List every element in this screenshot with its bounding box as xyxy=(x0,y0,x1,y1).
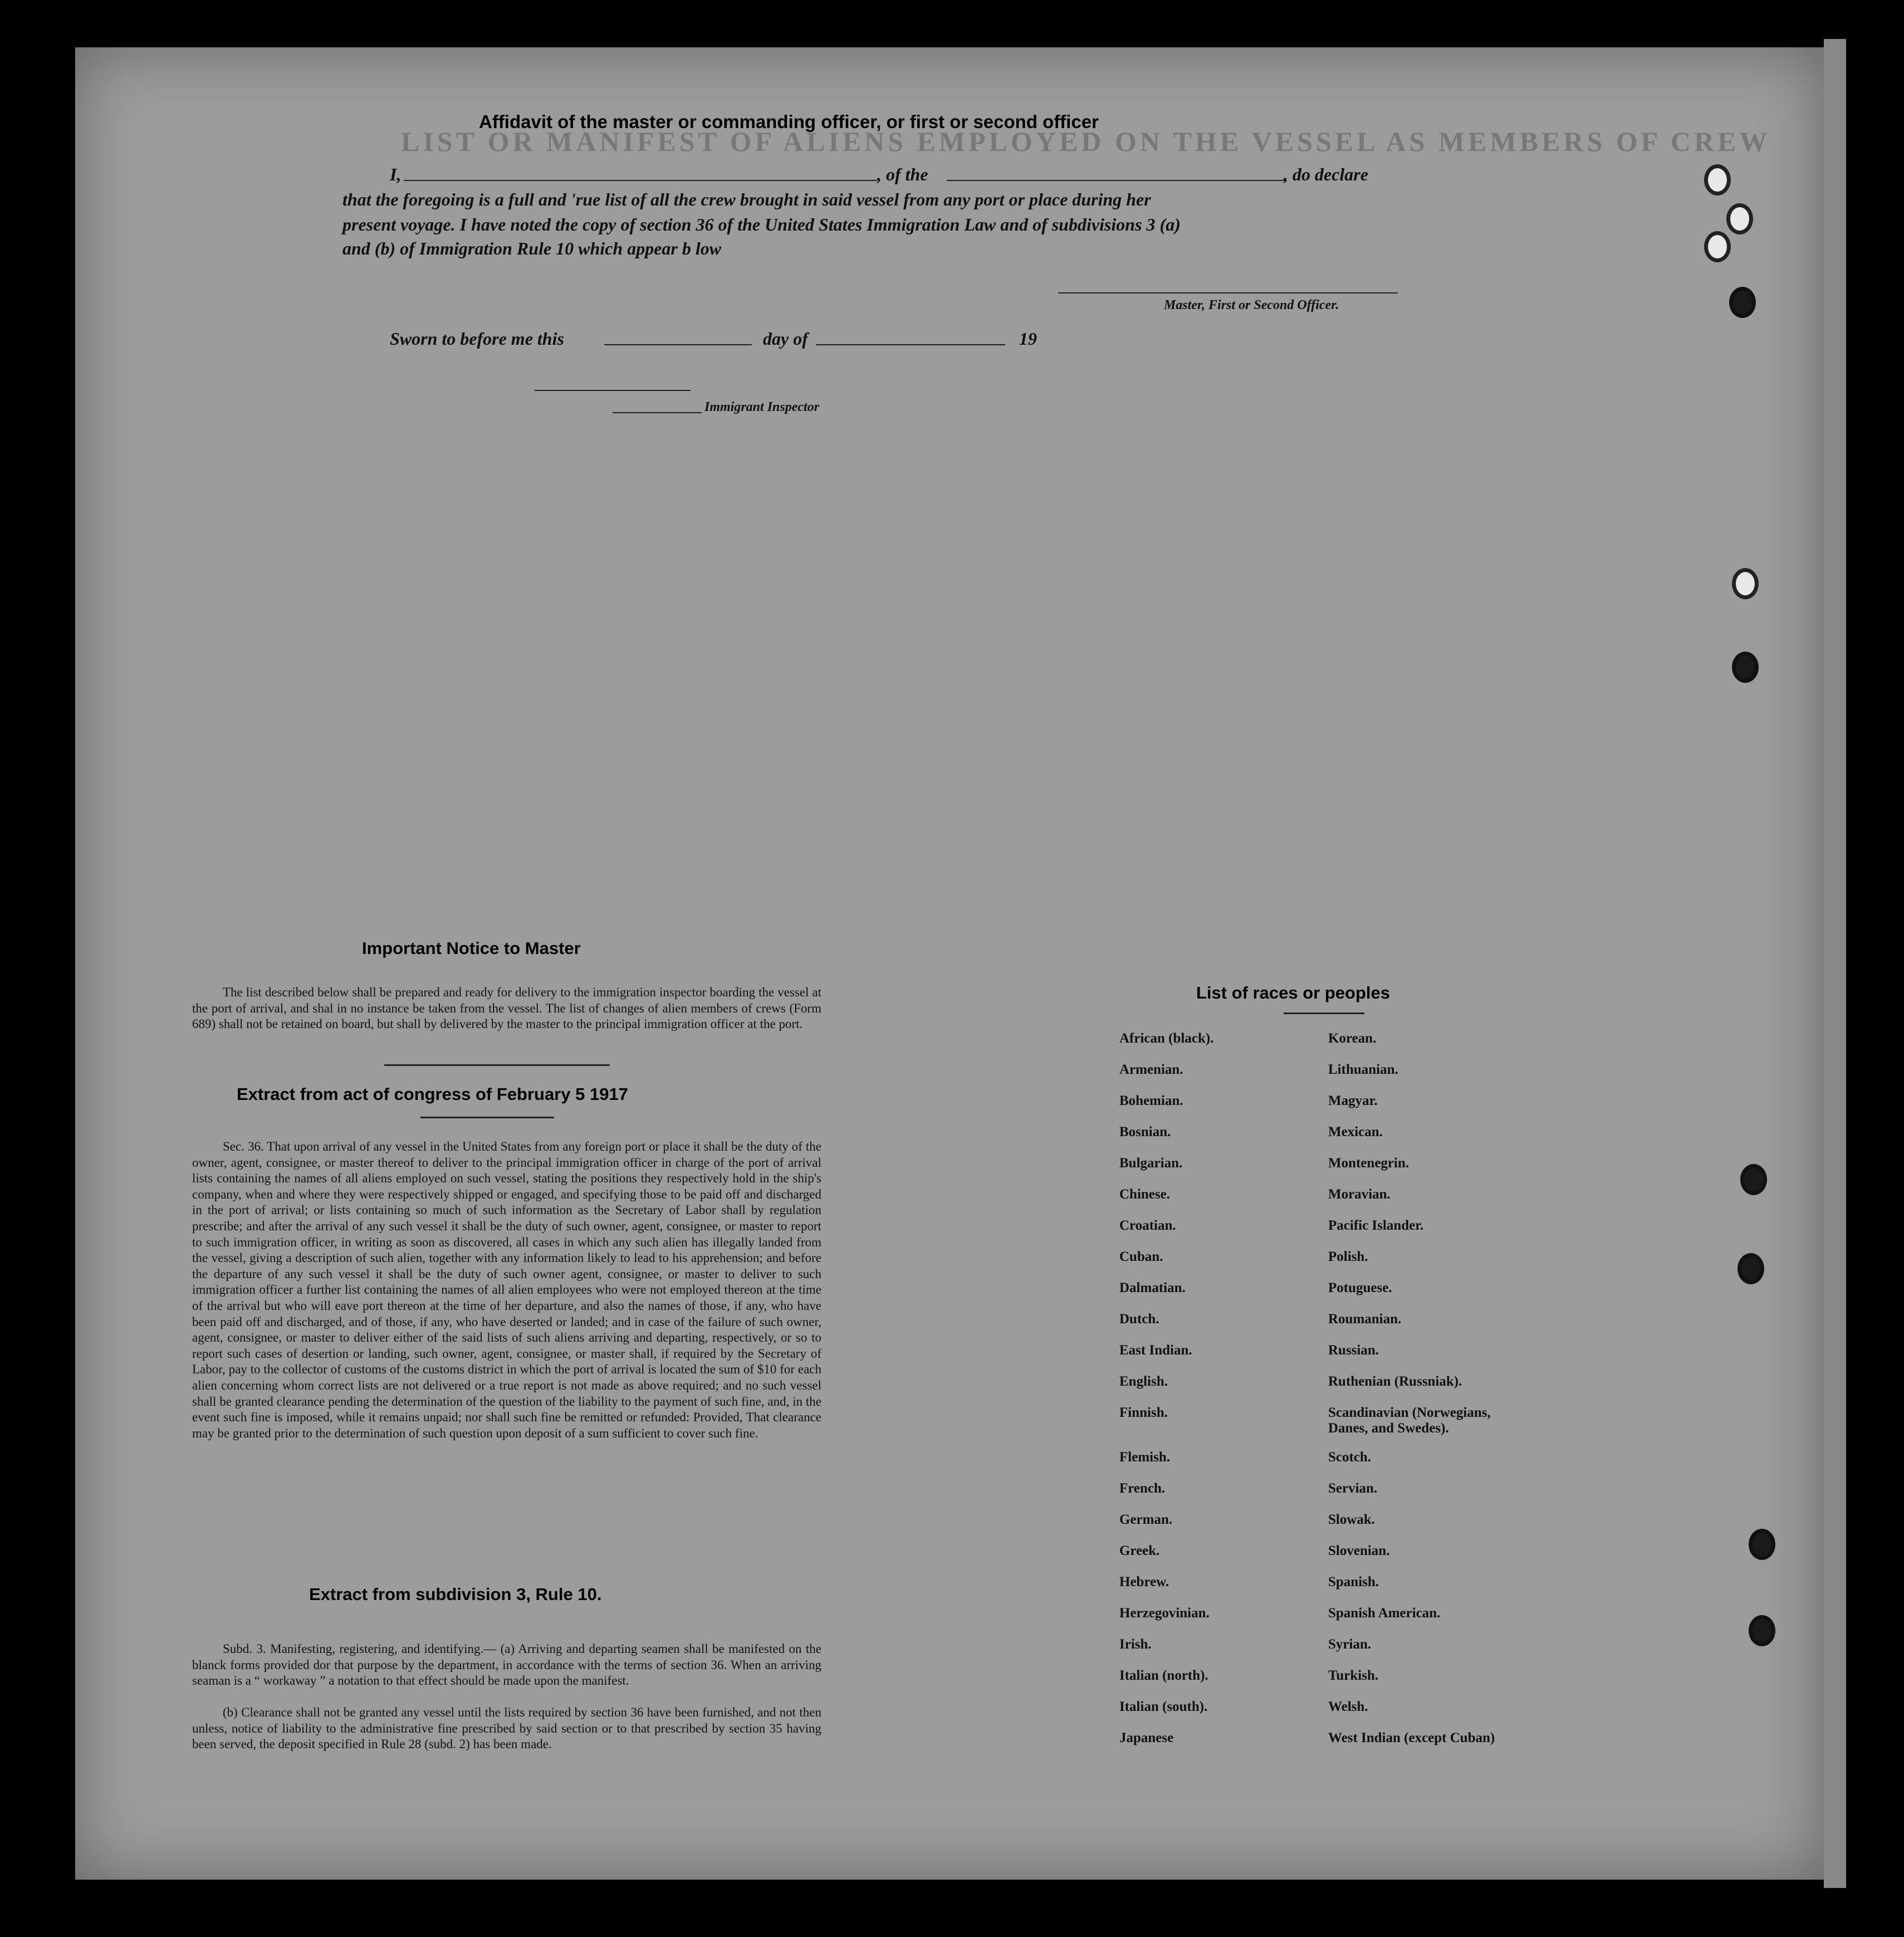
races-heading: List of races or peoples xyxy=(1196,983,1390,1002)
races-divider xyxy=(1284,1012,1364,1014)
notice-divider xyxy=(384,1064,610,1066)
race-left-item: Bohemian. xyxy=(1119,1093,1183,1108)
affidavit-line1-mid: , of the xyxy=(877,164,928,184)
signature-line xyxy=(1058,292,1398,294)
sworn-month-line xyxy=(816,344,1005,345)
signature-label: Master, First or Second Officer. xyxy=(1164,298,1339,312)
race-right-item: Korean. xyxy=(1328,1031,1377,1046)
race-right-item: Ruthenian (Russniak). xyxy=(1328,1374,1462,1389)
page-edge xyxy=(1824,39,1846,1888)
binder-hole-icon xyxy=(1726,203,1753,234)
binder-hole-icon xyxy=(1749,1615,1775,1646)
race-right-item: Scotch. xyxy=(1328,1450,1372,1465)
race-right-item: Spanish American. xyxy=(1328,1606,1441,1621)
race-left-item: Chinese. xyxy=(1119,1187,1170,1202)
race-right-item: Moravian. xyxy=(1328,1187,1391,1202)
binder-hole-icon xyxy=(1732,652,1759,683)
affidavit-line4: and (b) of Immigration Rule 10 which appear b low xyxy=(342,238,722,258)
race-left-item: English. xyxy=(1119,1374,1168,1389)
race-right-item: Syrian. xyxy=(1328,1637,1372,1652)
race-left-item: French. xyxy=(1119,1481,1166,1496)
race-right-item: Potuguese. xyxy=(1328,1280,1392,1295)
race-right-item: Montenegrin. xyxy=(1328,1156,1409,1171)
extract-rule-para-a: Subd. 3. Manifesting, registering, and identifying.— (a) Arriving and departing seamen shall be manifested on the blanck forms provided dor that purpose by the department, in accordance with the terms of section 36. When an arriving seaman is a “ workaway ” a notation to that effect should be made upon the manifest. xyxy=(192,1642,821,1688)
race-left-item: Armenian. xyxy=(1119,1062,1183,1077)
race-left-item: Cuban. xyxy=(1119,1249,1163,1264)
binder-hole-icon xyxy=(1749,1529,1775,1560)
binder-hole-icon xyxy=(1704,164,1731,195)
race-left-item: Italian (north). xyxy=(1119,1668,1208,1683)
race-left-item: East Indian. xyxy=(1119,1343,1192,1358)
race-left-item: Bulgarian. xyxy=(1119,1156,1183,1171)
inspector-line xyxy=(535,390,691,391)
race-right-item: Slowak. xyxy=(1328,1512,1376,1527)
binder-hole-icon xyxy=(1732,568,1759,599)
race-left-item: African (black). xyxy=(1119,1031,1214,1046)
affidavit-line1-start: I, xyxy=(390,164,402,184)
race-left-item: Herzegovinian. xyxy=(1119,1606,1210,1621)
sworn-start: Sworn to before me this xyxy=(390,329,564,349)
affidavit-line2: that the foregoing is a full and 'rue list of all the crew brought in said vessel from any port or place during her xyxy=(342,189,1151,209)
extract-act-text: Sec. 36. That upon arrival of any vessel in the United States from any foreign port or place it shall be the duty of the owner, agent, consignee, or master thereof to deliver to the principal immigration officer in charge of the port of arrival lists containing the names of all aliens employed on such vessel, stating the positions they respectively hold in the ship's company, when and where they were respectively shipped or engaged, and specifying those to be paid off and discharged in the port of arrival; or lists containing so much of such information as the Secretary of Labor shall by regulation prescribe; and after the arrival of any such vessel it shall be the duty of such owner, agent, consignee, or master to report to such immigration officer, in writing as soon as discovered, all cases in which any such alien has illegally landed from the vessel, giving a description of such alien, together with any information likely to lead to his apprehension; and before the departure of any such vessel it shall be the duty of such owner agent, consignee, or master to deliver to such immigration officer a further list containing the names of all alien employees who were not employed thereon at the time of the arrival but who will eave port thereon at the time of her departure, and also the names of those, if any, who have been paid off and discharged, and of those, if any, who have deserted or landed; and in case of the failure of such owner, agent, consignee, or master to deliver either of the said lists of such aliens arriving and departing, respectively, or so to report such cases of desertion or landing, such owner, agent, consignee, or master shall, if required by the Secretary of Labor, pay to the collector of customs of the customs district in which the port of arrival is located the sum of $10 for each alien concerning whom correct lists are not delivered or a true report is not made as above required; and no such vessel shall be granted clearance pending the determination of the question of the liability to the payment of such fine, and, in the event such fine is imposed, while it remains unpaid; nor shall such fine be remitted or refunded: Provided, That clearance may be granted prior to the determination of such question upon deposit of a sum sufficient to cover such fine. xyxy=(192,1139,821,1440)
sworn-end: 19 xyxy=(1019,329,1037,349)
race-left-item: Italian (south). xyxy=(1119,1699,1208,1714)
race-right-item: Pacific Islander. xyxy=(1328,1218,1424,1233)
race-right-item: Slovenian. xyxy=(1328,1543,1390,1558)
race-right-item: Polish. xyxy=(1328,1249,1368,1264)
inspector-label: Immigrant Inspector xyxy=(704,400,820,414)
binder-hole-icon xyxy=(1740,1164,1767,1195)
race-left-item: Irish. xyxy=(1119,1637,1152,1652)
binder-hole-icon xyxy=(1737,1253,1764,1284)
document-page xyxy=(75,47,1824,1880)
notice-text: The list described below shall be prepared and ready for delivery to the immigration inspector boarding the vessel at the port of arrival, and shal in no instance be taken from the vessel. The list of changes of alien members of crews (Form 689) shall not be retained on board, but shall by delivered by the master to the principal immigration officer at the port. xyxy=(192,985,821,1031)
extract-rule-para-b: (b) Clearance shall not be granted any vessel until the lists required by section 36 have been furnished, and not then unless, notice of liability to the administrative fine prescribed by said section or to that prescribed by section 35 having been served, the deposit specified in Rule 28 (subd. 2) has been made. xyxy=(192,1705,821,1752)
binder-hole-icon xyxy=(1704,231,1731,262)
race-right-item: Magyar. xyxy=(1328,1093,1378,1108)
race-right-item: Lithuanian. xyxy=(1328,1062,1398,1077)
name-blank-line xyxy=(404,180,877,181)
race-right-item: West Indian (except Cuban) xyxy=(1328,1730,1495,1745)
race-left-item: Japanese xyxy=(1119,1730,1174,1745)
race-right-item: Roumanian. xyxy=(1328,1312,1402,1327)
extract-act-divider xyxy=(420,1117,554,1118)
race-right-item: Welsh. xyxy=(1328,1699,1368,1714)
notice-heading: Important Notice to Master xyxy=(362,938,581,958)
race-right-item: Russian. xyxy=(1328,1343,1379,1358)
race-left-item: German. xyxy=(1119,1512,1173,1527)
extract-act-heading: Extract from act of congress of February 5 1917 xyxy=(237,1084,628,1104)
race-left-item: Dutch. xyxy=(1119,1312,1159,1327)
race-left-item: Greek. xyxy=(1119,1543,1160,1558)
binder-hole-icon xyxy=(1729,287,1756,318)
race-left-item: Croatian. xyxy=(1119,1218,1176,1233)
affidavit-line3: present voyage. I have noted the copy of section 36 of the United States Immigration Law and of subdivisions 3 (a) xyxy=(342,214,1181,234)
race-left-item: Flemish. xyxy=(1119,1450,1170,1465)
race-left-item: Finnish. xyxy=(1119,1405,1168,1420)
race-left-item: Hebrew. xyxy=(1119,1574,1169,1589)
sworn-day-line xyxy=(604,344,752,345)
race-right-item: Mexican. xyxy=(1328,1124,1383,1139)
bleed-through-title: LIST OR MANIFEST OF ALIENS EMPLOYED ON THE VESSEL AS MEMBERS OF CREW xyxy=(401,126,1771,157)
race-right-item: Scandinavian (Norwegians, Danes, and Swedes). xyxy=(1328,1405,1491,1436)
vessel-blank-line xyxy=(947,180,1286,181)
affidavit-heading: Affidavit of the master or commanding officer, or first or second officer xyxy=(479,111,1099,132)
race-right-item: Servian. xyxy=(1328,1481,1378,1496)
race-left-item: Bosnian. xyxy=(1119,1124,1171,1139)
race-left-item: Dalmatian. xyxy=(1119,1280,1186,1295)
sworn-mid: day of xyxy=(763,329,808,349)
inspector-line-2 xyxy=(613,412,702,413)
affidavit-line1-end: , do declare xyxy=(1284,164,1368,184)
extract-rule-heading: Extract from subdivision 3, Rule 10. xyxy=(309,1584,602,1604)
race-right-item: Spanish. xyxy=(1328,1574,1379,1589)
race-right-item: Turkish. xyxy=(1328,1668,1379,1683)
